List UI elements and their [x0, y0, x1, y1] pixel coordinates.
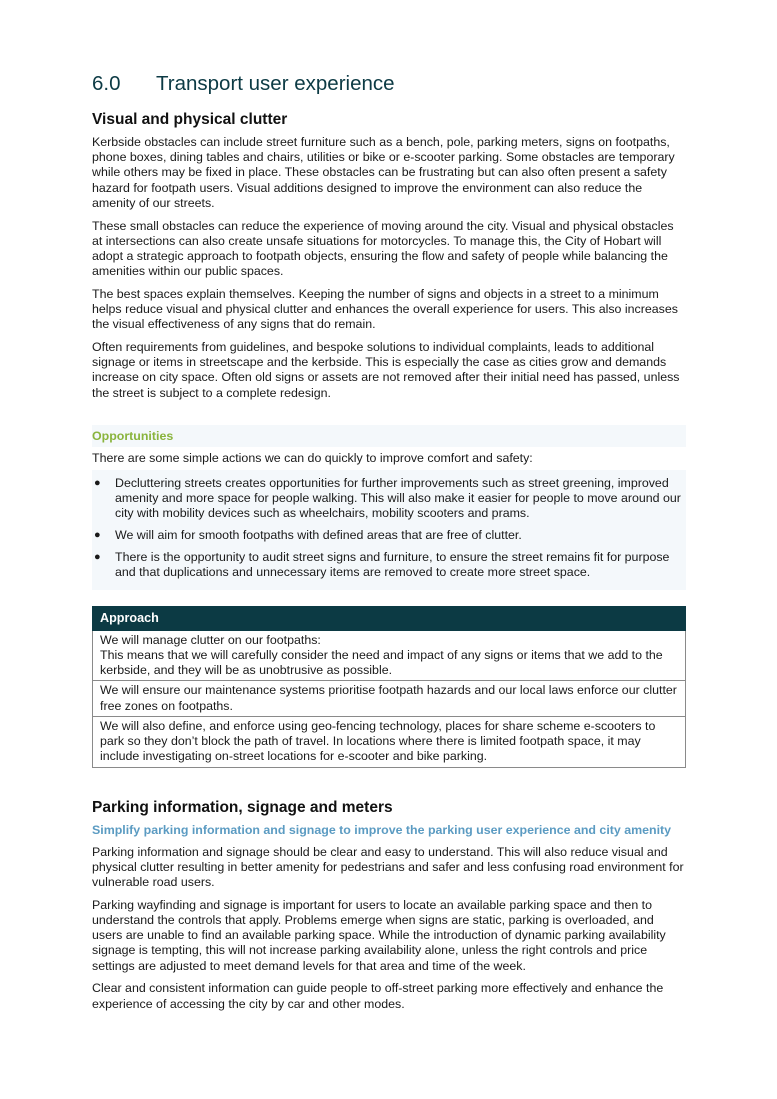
clutter-paragraph: The best spaces explain themselves. Keeping the number of signs and objects in a street to a minimum helps reduce visual and physical clutter and enhances the overall experience for users. This also increases the visual effectiveness of any signs that do remain. [92, 286, 678, 332]
opportunities-list [92, 470, 686, 590]
parking-paragraph: Parking wayfinding and signage is important for users to locate an available parking space and then to understand the controls that apply. Problems emerge when signs are static, parking is overloaded, and users are unable to find an available parking space. While the introduction of dynamic parking availability signage is tempting, this will not increase parking availability alone, unless the right controls and price settings are adjusted to meet demand levels for that area and time of the week. [92, 897, 666, 973]
opportunities-title: Opportunities [92, 425, 686, 447]
approach-row-line: This means that we will carefully consider the need and impact of any signs or items that we add to the kerbside, and they will be as unobtrusive as possible. [100, 648, 663, 678]
approach-header: Approach [93, 606, 686, 630]
list-item [92, 528, 686, 543]
clutter-paragraph: Kerbside obstacles can include street furniture such as a bench, pole, parking meters, signs on footpaths, phone boxes, dining tables and chairs, utilities or bike or e-scooter parking. Some obstacles are temporary while others may be fixed in place. These obstacles can be frustrating but can also often present a safety hazard for footpath users. Visual additions designed to improve the environment can also reduce the amenity of our streets. [92, 135, 675, 210]
section-title: Transport user experience [156, 72, 395, 95]
table-cell: We will ensure our maintenance systems prioritise footpath hazards and our local laws enforce our clutter free zones on footpaths. [93, 681, 686, 716]
table-row [93, 716, 686, 767]
table-header-row [93, 606, 686, 630]
parking-paragraph: Clear and consistent information can guide people to off-street parking more effectively and enhance the experience of accessing the city by car and other modes. [92, 981, 664, 1011]
list-item [92, 476, 686, 522]
opportunities-intro: There are some simple actions we can do quickly to improve comfort and safety: [92, 447, 686, 470]
parking-paragraph: Parking information and signage should be clear and easy to understand. This will also reduce visual and physical clutter resulting in better amenity for pedestrians and safer and less confusing road environment for vulnerable road users. [92, 844, 684, 890]
table-cell: We will also define, and enforce using geo-fencing technology, places for share scheme e-scooters to park so they don’t block the path of travel. In locations where there is limited footpath space, it may include investigating on-street locations for e-scooter and bike parking. [93, 716, 686, 767]
parking-heading: Parking information, signage and meters [92, 798, 393, 816]
table-row [93, 681, 686, 716]
section-heading [92, 72, 686, 96]
parking-subheading: Simplify parking information and signage to improve the parking user experience and city amenity [92, 822, 672, 837]
clutter-heading: Visual and physical clutter [92, 111, 288, 128]
clutter-paragraph: These small obstacles can reduce the experience of moving around the city. Visual and physical obstacles at intersections can also create unsafe situations for motorcycles. To manage this, the City of Hobart will adopt a strategic approach to footpath objects, ensuring the flow and safety of people while balancing the amenities within our public spaces. [92, 218, 674, 279]
table-cell [93, 630, 686, 681]
list-item-text: There is the opportunity to audit street signs and furniture, to ensure the street remains fit for purpose and that duplications and unnecessary items are removed to create more street space. [115, 549, 670, 579]
list-item-text: Decluttering streets creates opportunities for further improvements such as street greening, improved amenity and more space for people walking. This will also make it easier for people to move around our city with mobility devices such as wheelchairs, mobility scooters and prams. [115, 475, 681, 521]
bullet-icon: ● [94, 529, 101, 542]
clutter-paragraph: Often requirements from guidelines, and bespoke solutions to individual complaints, leads to additional signage or items in streetscape and the kerbside. This is especially the case as cities grow and demands increase on city space. Often old signs or assets are not removed after their initial need has passed, unless the street is subject to a complete redesign. [92, 339, 680, 400]
list-item-text: We will aim for smooth footpaths with defined areas that are free of clutter. [115, 528, 522, 543]
table-row [93, 630, 686, 681]
approach-table [92, 606, 686, 768]
parking-section [92, 799, 686, 1012]
bullet-icon: ● [94, 550, 101, 563]
page-content [92, 72, 686, 1019]
opportunities-box [92, 425, 686, 590]
approach-row-line: We will manage clutter on our footpaths: [100, 632, 321, 647]
list-item [92, 550, 686, 580]
section-number: 6.0 [92, 72, 121, 95]
bullet-icon: ● [94, 476, 101, 489]
